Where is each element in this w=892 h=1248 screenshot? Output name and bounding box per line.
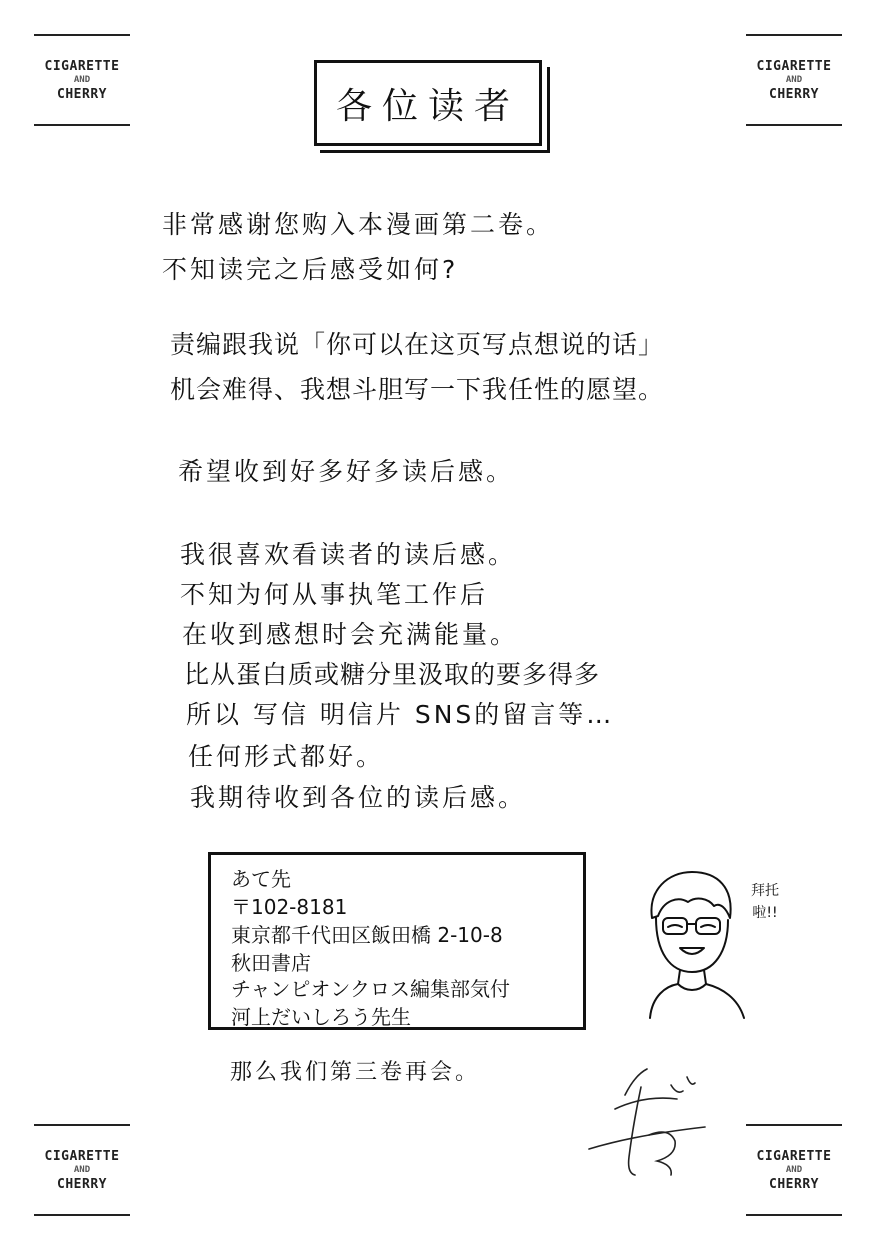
body-line: 机会难得、我想斗胆写一下我任性的愿望。 [170,375,665,404]
address-department: チャンピオンクロス編集部気付 [231,977,510,1001]
body-line: 所以 写信 明信片 SNS的留言等… [186,700,615,729]
address-box [208,852,586,1030]
body-line: 希望收到好多好多读后感。 [178,457,515,486]
logo-line-2: AND [73,1164,91,1175]
body-line: 我很喜欢看读者的读后感。 [180,540,517,569]
body-line: 我期待收到各位的读后感。 [190,783,527,812]
body-line: 在收到感想时会充满能量。 [182,620,519,649]
logo-line-2: AND [73,74,91,85]
body-line: 任何形式都好。 [188,742,385,771]
address-recipient: 河上だいしろう先生 [231,1005,411,1029]
body-line: 比从蛋白质或糖分里汲取的要多得多 [184,660,601,689]
logo-line-2: AND [785,74,803,85]
address-postal-code: 〒102-8181 [231,895,348,919]
author-signature-icon [585,1065,715,1185]
closing-line: 那么我们第三卷再会。 [230,1060,481,1085]
logo-line-3: CHERRY [769,86,819,102]
logo-line-3: CHERRY [57,86,107,102]
address-label: あて先 [231,867,291,891]
author-avatar-icon [630,860,770,1020]
logo-top-right [746,34,842,126]
logo-line-3: CHERRY [57,1176,107,1192]
logo-line-1: CIGARETTE [756,1148,832,1164]
page-title: 各位读者 [314,60,542,146]
body-line: 不知为何从事执笔工作后 [180,580,489,609]
address-publisher: 秋田書店 [231,951,311,975]
logo-line-3: CHERRY [769,1176,819,1192]
logo-line-1: CIGARETTE [756,58,832,74]
body-line: 责编跟我说「你可以在这页写点想说的话」 [170,330,665,359]
body-line: 不知读完之后感受如何? [162,255,459,284]
body-line: 非常感谢您购入本漫画第二卷。 [162,210,555,239]
logo-bottom-right [746,1124,842,1216]
logo-bottom-left [34,1124,130,1216]
address-street: 東京都千代田区飯田橋 2-10-8 [231,923,503,947]
logo-line-1: CIGARETTE [44,1148,120,1164]
logo-line-1: CIGARETTE [44,58,120,74]
logo-line-2: AND [785,1164,803,1175]
speech-text: 拜托啦!! [751,883,779,921]
logo-top-left [34,34,130,126]
